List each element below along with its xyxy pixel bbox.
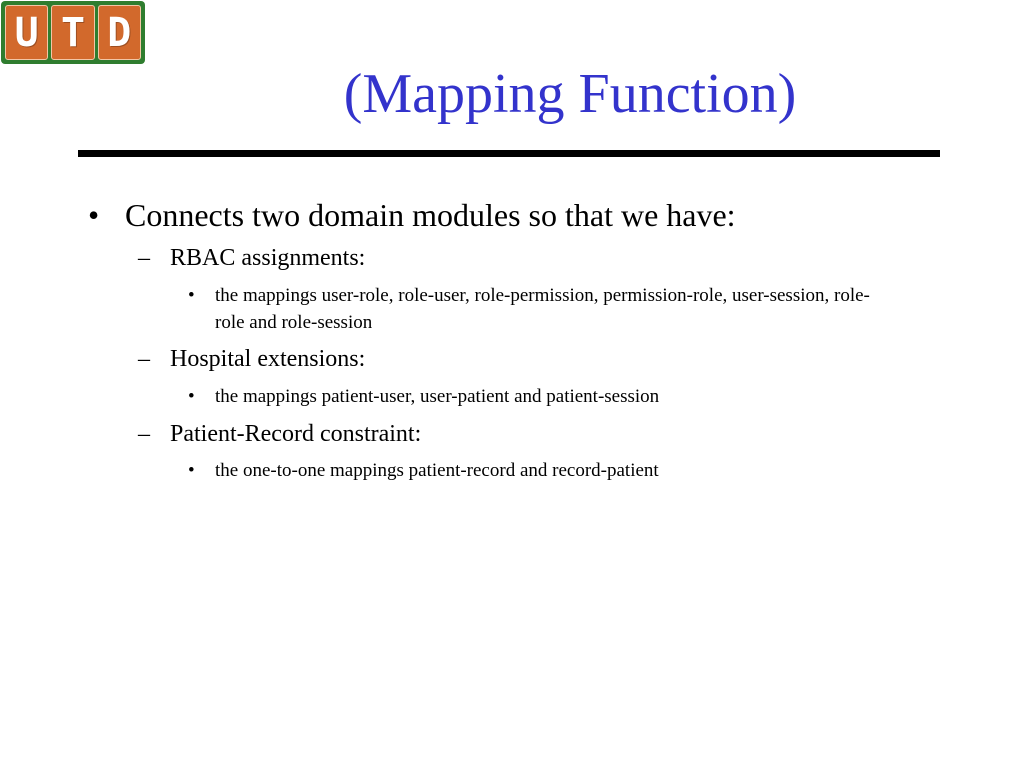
bullet-marker: •: [88, 197, 100, 233]
utd-logo: [1, 1, 145, 64]
detail-hospital-mappings: [188, 383, 888, 410]
sub-item-label: Patient-Record constraint:: [170, 421, 422, 447]
logo-letter-u: U: [5, 5, 48, 60]
small-bullet-marker: •: [188, 460, 195, 481]
dash-marker: –: [138, 346, 150, 372]
sub-item-rbac: [138, 243, 918, 273]
dash-marker: –: [138, 245, 150, 271]
sub-item-label: Hospital extensions:: [170, 346, 366, 372]
title-divider: [78, 150, 940, 157]
small-bullet-marker: •: [188, 285, 195, 306]
sub-item-label: RBAC assignments:: [170, 245, 366, 271]
detail-patient-record-mappings: [188, 457, 888, 484]
logo-letter-t: T: [51, 5, 94, 60]
sub-item-patient-record: [138, 419, 918, 449]
sub-item-hospital: [138, 344, 918, 374]
slide-title: (Mapping Function): [343, 63, 797, 125]
detail-rbac-mappings: [188, 282, 888, 336]
detail-text: the mappings patient-user, user-patient and patient-session: [215, 386, 660, 407]
bullet-connects: [88, 195, 948, 235]
logo-letter-d: D: [98, 5, 141, 60]
dash-marker: –: [138, 421, 150, 447]
detail-text: the one-to-one mappings patient-record and record-patient: [215, 460, 659, 481]
small-bullet-marker: •: [188, 386, 195, 407]
bullet-text: Connects two domain modules so that we have:: [125, 197, 736, 233]
detail-text: the mappings user-role, role-user, role-permission, permission-role, user-session, role-role and role-session: [215, 285, 870, 333]
